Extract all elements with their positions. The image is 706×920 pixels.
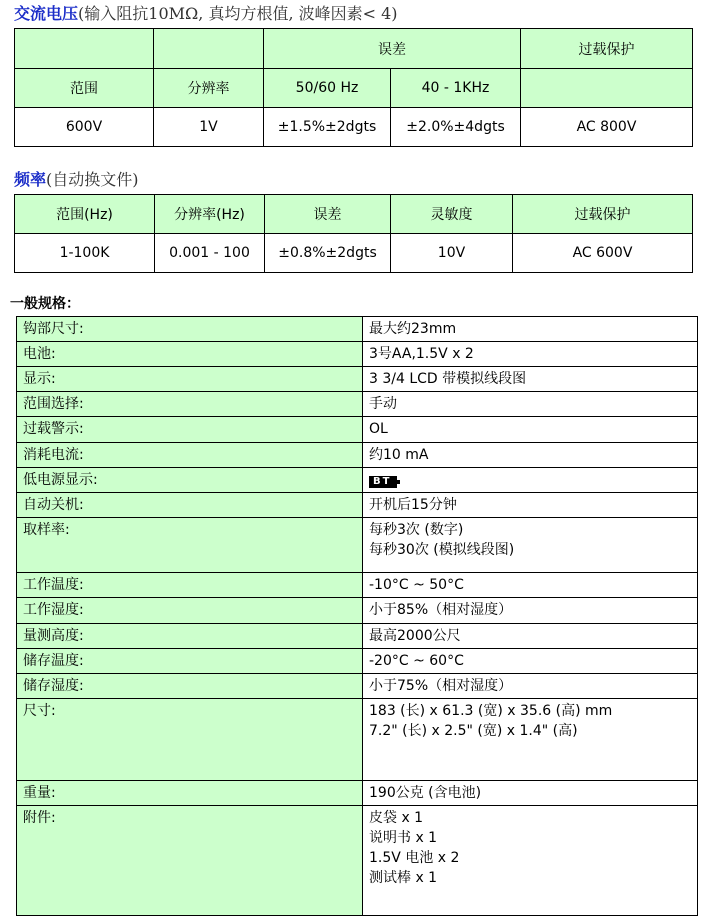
spec-key: 尺寸: [17, 699, 363, 781]
spec-value-line: 190公克 (含电池) [369, 785, 482, 801]
freq-header: 过载保护 [513, 195, 693, 234]
spec-key: 附件: [17, 806, 363, 916]
spec-value-line: 说明书 x 1 [369, 830, 438, 846]
freq-cell: AC 600V [513, 234, 693, 273]
spec-value [363, 417, 698, 443]
spec-key: 取样率: [17, 518, 363, 573]
spec-value [363, 518, 698, 573]
spec-row [17, 417, 698, 443]
ac-row-range: 600V [15, 108, 154, 147]
spec-row [17, 649, 698, 674]
spec-row [17, 699, 698, 781]
freq-cell: 10V [391, 234, 513, 273]
spec-row [17, 806, 698, 916]
spec-value [363, 493, 698, 518]
spec-value [363, 443, 698, 468]
spec-value [363, 468, 698, 493]
spec-value [363, 392, 698, 417]
frequency-heading [14, 170, 139, 190]
spec-value [363, 573, 698, 598]
spec-row [17, 317, 698, 342]
spec-key: 低电源显示: [17, 468, 363, 493]
spec-row [17, 493, 698, 518]
freq-header: 灵敏度 [391, 195, 513, 234]
freq-cell: 1-100K [15, 234, 155, 273]
spec-key: 自动关机: [17, 493, 363, 518]
spec-value-line: 1.5V 电池 x 2 [369, 850, 460, 866]
ac-voltage-heading [14, 4, 398, 24]
spec-row [17, 443, 698, 468]
spec-value-line: 3 3/4 LCD 带模拟线段图 [369, 371, 527, 387]
spec-row [17, 342, 698, 367]
spec-key: 显示: [17, 367, 363, 392]
spec-row [17, 573, 698, 598]
spec-row [17, 392, 698, 417]
freq-header: 分辨率(Hz) [155, 195, 265, 234]
spec-value-line: 每秒30次 (模拟线段图) [369, 542, 515, 558]
spec-value-line: 小于75%（相对湿度） [369, 678, 513, 694]
frequency-table [14, 194, 693, 273]
spec-value-line: 7.2" (长) x 2.5" (宽) x 1.4" (高) [369, 723, 578, 739]
spec-row [17, 781, 698, 806]
spec-row [17, 624, 698, 649]
spec-row [17, 674, 698, 699]
spec-key: 储存湿度: [17, 674, 363, 699]
general-spec-title: 一般规格： [10, 296, 80, 312]
spec-row [17, 518, 698, 573]
spec-value [363, 674, 698, 699]
spec-value-line: -20°C ~ 60°C [369, 653, 464, 669]
spec-value-line: 最高2000公尺 [369, 628, 461, 644]
ac-voltage-title: 交流电压 [14, 4, 79, 23]
spec-value-line: 183 (长) x 61.3 (宽) x 35.6 (高) mm [369, 703, 613, 719]
spec-value-line: 手动 [369, 396, 397, 412]
spec-key: 范围选择: [17, 392, 363, 417]
spec-value [363, 781, 698, 806]
spec-value-line: 开机后15分钟 [369, 497, 457, 513]
ac-row-overload: AC 800V [521, 108, 693, 147]
spec-key: 工作湿度: [17, 598, 363, 624]
spec-row [17, 598, 698, 624]
spec-key: 钩部尺寸: [17, 317, 363, 342]
spec-row [17, 468, 698, 493]
low-battery-icon: BT [369, 476, 397, 488]
spec-value [363, 317, 698, 342]
spec-value [363, 624, 698, 649]
frequency-subtitle: (自动换文件) [46, 170, 139, 189]
ac-header-range: 范围 [15, 69, 154, 108]
ac-voltage-table [14, 28, 693, 147]
spec-value-line: 测试棒 x 1 [369, 870, 438, 886]
spec-key: 过载警示: [17, 417, 363, 443]
ac-row-err1: ±1.5%±2dgts [264, 108, 391, 147]
spec-value-line: 约10 mA [369, 447, 429, 463]
frequency-title: 频率 [14, 170, 47, 189]
spec-key: 量测高度: [17, 624, 363, 649]
ac-header-resolution: 分辨率 [154, 69, 264, 108]
freq-header: 范围(Hz) [15, 195, 155, 234]
ac-header-f1: 50/60 Hz [264, 69, 391, 108]
ac-row-resolution: 1V [154, 108, 264, 147]
spec-value-line: 皮袋 x 1 [369, 810, 424, 826]
ac-header-error: 误差 [264, 29, 521, 69]
spec-key: 工作温度: [17, 573, 363, 598]
ac-row-err2: ±2.0%±4dgts [391, 108, 521, 147]
freq-header: 误差 [265, 195, 391, 234]
spec-key: 储存温度: [17, 649, 363, 674]
spec-value [363, 806, 698, 916]
spec-value-line: 最大约23mm [369, 321, 457, 337]
spec-value [363, 699, 698, 781]
general-spec-table [16, 316, 698, 916]
spec-key: 电池: [17, 342, 363, 367]
ac-voltage-subtitle: (输入阻抗10MΩ, 真均方根值, 波峰因素< 4) [78, 4, 398, 23]
spec-value-line: 小于85%（相对湿度） [369, 602, 513, 618]
freq-cell: ±0.8%±2dgts [265, 234, 391, 273]
spec-value [363, 598, 698, 624]
spec-row [17, 367, 698, 392]
spec-value-line: 每秒3次 (数字) [369, 522, 464, 538]
freq-cell: 0.001 - 100 [155, 234, 265, 273]
spec-value-line: -10°C ~ 50°C [369, 577, 464, 593]
spec-value [363, 367, 698, 392]
spec-value-line: 3号AA,1.5V x 2 [369, 346, 474, 362]
spec-key: 重量: [17, 781, 363, 806]
spec-value [363, 649, 698, 674]
spec-value-line: OL [369, 421, 388, 437]
ac-header-f2: 40 - 1KHz [391, 69, 521, 108]
spec-value [363, 342, 698, 367]
spec-key: 消耗电流: [17, 443, 363, 468]
ac-header-overload: 过载保护 [521, 29, 693, 69]
